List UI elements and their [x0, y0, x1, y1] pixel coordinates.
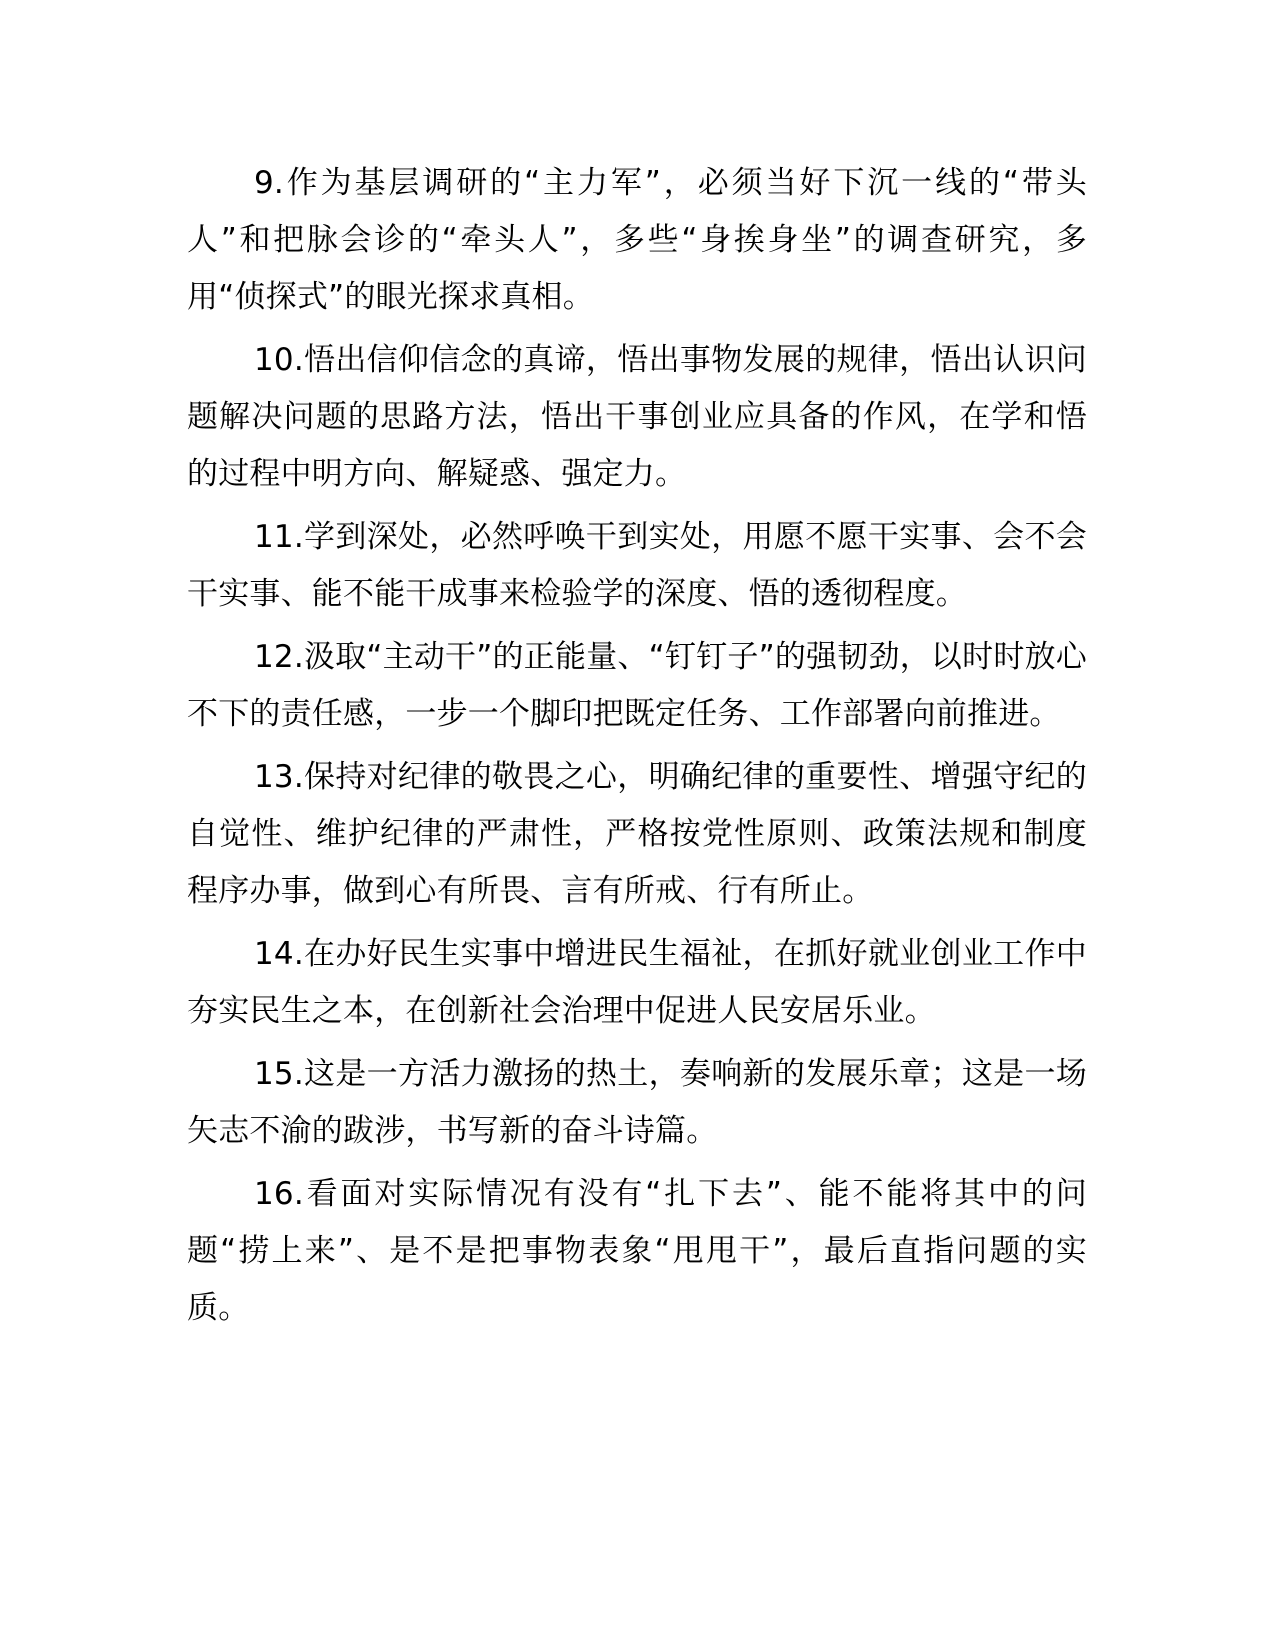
paragraph-13: 13.保持对纪律的敬畏之心，明确纪律的重要性、增强守纪的自觉性、维护纪律的严肃性，严格按党性原则、政策法规和制度程序办事，做到心有所畏、言有所戒、行有所止。: [187, 759, 1087, 909]
paragraph-12: 12.汲取“主动干”的正能量、“钉钉子”的强韧劲，以时时放心不下的责任感，一步一个脚印把既定任务、工作部署向前推进。: [187, 639, 1087, 732]
paragraph-16: 16.看面对实际情况有没有“扎下去”、能不能将其中的问题“捞上来”、是不是把事物表象“甩甩干”，最后直指问题的实质。: [187, 1176, 1087, 1326]
paragraph-9: 9.作为基层调研的“主力军”，必须当好下沉一线的“带头人”和把脉会诊的“牵头人”，多些“身挨身坐”的调查研究，多用“侦探式”的眼光探求真相。: [187, 165, 1087, 315]
document-body: [187, 155, 1087, 1343]
paragraph-10: 10.悟出信仰信念的真谛，悟出事物发展的规律，悟出认识问题解决问题的思路方法，悟出干事创业应具备的作风，在学和悟的过程中明方向、解疑惑、强定力。: [187, 342, 1087, 492]
paragraph-15: 15.这是一方活力激扬的热土，奏响新的发展乐章；这是一场矢志不渝的跋涉，书写新的奋斗诗篇。: [187, 1056, 1087, 1149]
paragraph-14: 14.在办好民生实事中增进民生福祉，在抓好就业创业工作中夯实民生之本，在创新社会治理中促进人民安居乐业。: [187, 936, 1087, 1029]
paragraph-11: 11.学到深处，必然呼唤干到实处，用愿不愿干实事、会不会干实事、能不能干成事来检验学的深度、悟的透彻程度。: [187, 519, 1087, 612]
